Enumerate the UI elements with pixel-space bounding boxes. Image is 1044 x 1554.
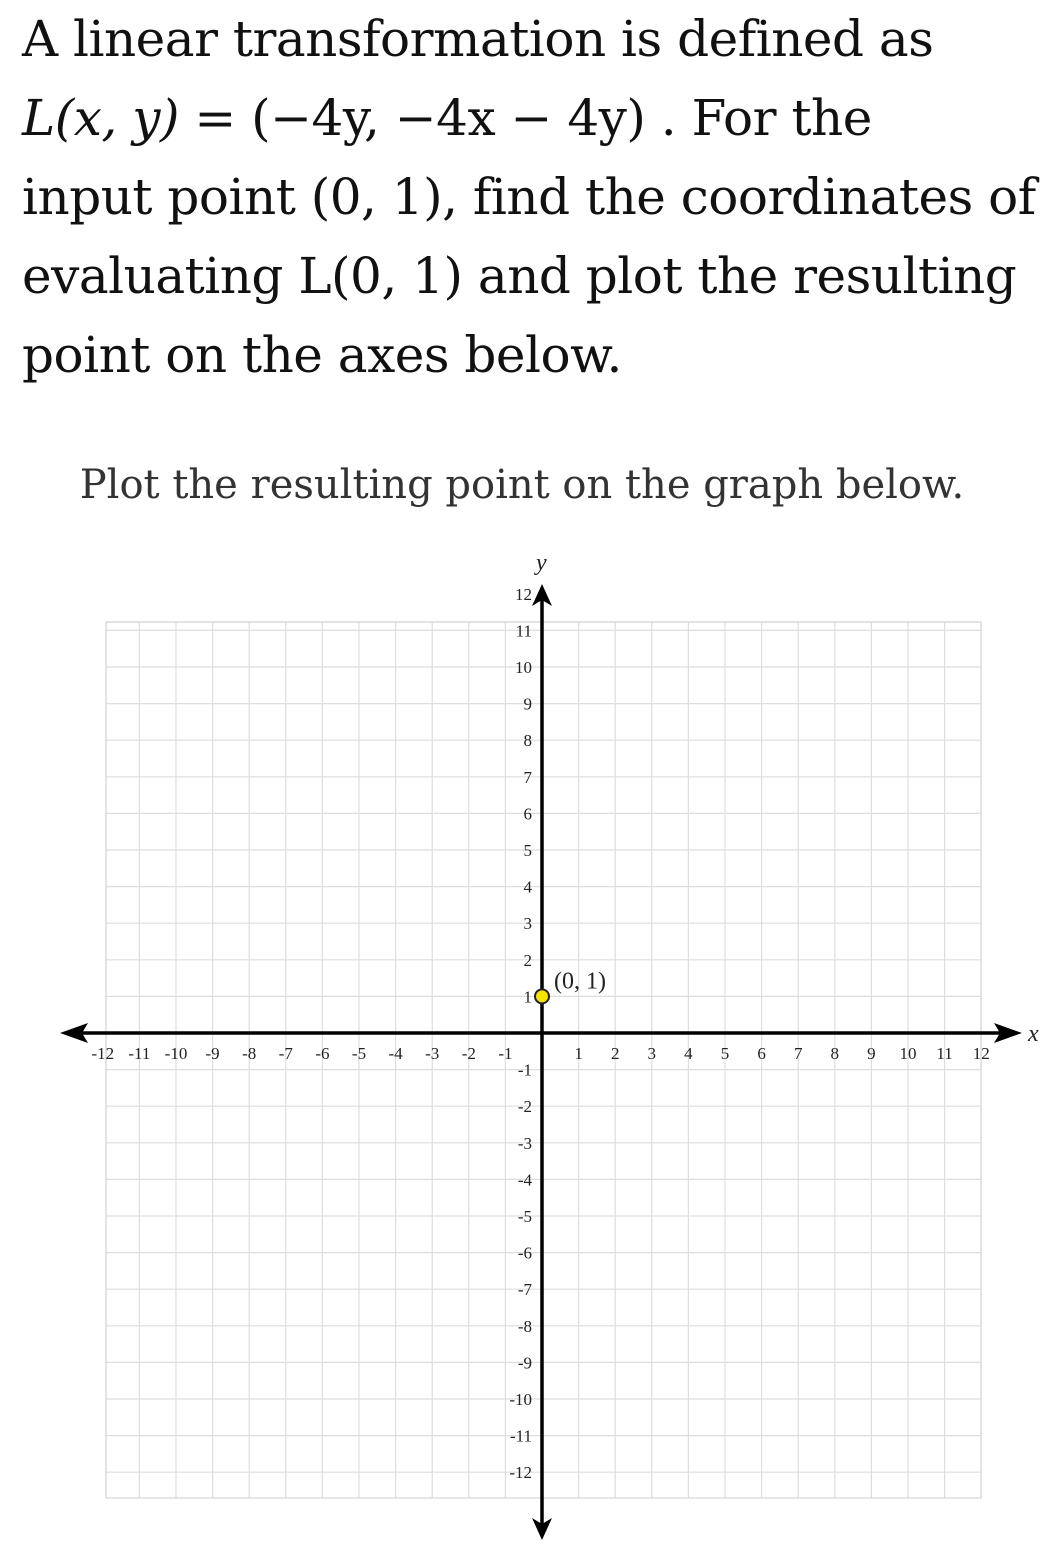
point-label: (0, 1) xyxy=(554,968,606,995)
x-tick-label: -7 xyxy=(278,1044,293,1063)
y-tick-label: 2 xyxy=(523,950,532,970)
y-tick-label: -12 xyxy=(509,1463,532,1483)
x-tick-label: 2 xyxy=(610,1044,620,1063)
question-line4-tail: and plot the resulting xyxy=(462,247,1017,305)
x-tick-label: 6 xyxy=(757,1044,766,1063)
equation-lhs: L(x, y) = xyxy=(22,89,252,147)
x-tick-label: -1 xyxy=(498,1044,513,1063)
y-tick-label: 3 xyxy=(523,914,532,934)
y-tick-label: -11 xyxy=(509,1426,532,1446)
y-tick-label: -8 xyxy=(517,1316,532,1336)
input-point: (0, 1) xyxy=(310,168,443,226)
y-tick-label: -1 xyxy=(517,1060,532,1080)
y-tick-label: 11 xyxy=(515,621,532,641)
x-tick-label: 1 xyxy=(574,1044,583,1063)
x-tick-label: 4 xyxy=(684,1044,693,1063)
plot-instruction: Plot the resulting point on the graph below. xyxy=(79,462,965,508)
y-tick-label: -9 xyxy=(517,1353,532,1373)
y-tick-label: -4 xyxy=(517,1170,532,1190)
x-tick-label: 7 xyxy=(793,1044,803,1063)
y-tick-label: -3 xyxy=(517,1133,532,1153)
question-line1-text: A linear transformation is defined as xyxy=(22,10,934,68)
equation-rhs: (−4y, −4x − 4y) xyxy=(251,89,646,147)
y-tick-label: -5 xyxy=(517,1207,532,1226)
x-tick-label: -10 xyxy=(164,1044,188,1063)
x-tick-label: -5 xyxy=(351,1044,367,1063)
x-tick-label: -4 xyxy=(388,1044,403,1063)
y-tick-label: 10 xyxy=(515,658,532,677)
x-axis-label: x xyxy=(1028,1021,1039,1047)
evaluation-expression: L(0, 1) xyxy=(298,247,463,305)
y-tick-label: -6 xyxy=(517,1243,532,1263)
x-tick-label: 3 xyxy=(647,1044,657,1063)
x-tick-label: 8 xyxy=(830,1044,840,1063)
x-tick-label: -12 xyxy=(91,1044,115,1063)
y-tick-label: 8 xyxy=(523,731,532,751)
question-line2-tail: . For the xyxy=(645,89,872,147)
y-tick-label: 9 xyxy=(523,694,532,714)
x-tick-label: -6 xyxy=(315,1044,330,1063)
x-tick-label: 9 xyxy=(867,1044,876,1063)
question-line4-pre: evaluating xyxy=(22,247,299,305)
x-tick-label: -3 xyxy=(425,1044,440,1063)
x-tick-label: 10 xyxy=(899,1044,917,1063)
y-tick-label: 5 xyxy=(523,841,532,860)
y-tick-label: -10 xyxy=(509,1390,532,1409)
y-tick-label: 6 xyxy=(523,804,532,824)
question-line5-text: point on the axes below. xyxy=(22,326,622,384)
x-tick-label: -9 xyxy=(205,1044,220,1063)
y-tick-label: 1 xyxy=(523,987,532,1007)
x-tick-label: 5 xyxy=(720,1044,730,1063)
y-tick-label: 4 xyxy=(523,877,532,897)
question-line3-tail: , find the coordinates of xyxy=(442,168,1036,226)
y-axis-label: y xyxy=(536,550,547,576)
x-tick-label: -2 xyxy=(461,1044,476,1063)
y-tick-label: 12 xyxy=(515,584,532,604)
x-tick-label: -8 xyxy=(242,1044,257,1063)
y-tick-label: -2 xyxy=(517,1097,532,1117)
question-line3-pre: input point xyxy=(22,168,311,226)
y-tick-label: -7 xyxy=(517,1280,532,1300)
x-tick-label: 11 xyxy=(936,1044,953,1063)
x-tick-label: 12 xyxy=(972,1044,990,1063)
y-tick-label: 7 xyxy=(523,767,532,787)
plotted-point[interactable] xyxy=(535,989,549,1003)
x-tick-label: -11 xyxy=(128,1044,151,1063)
